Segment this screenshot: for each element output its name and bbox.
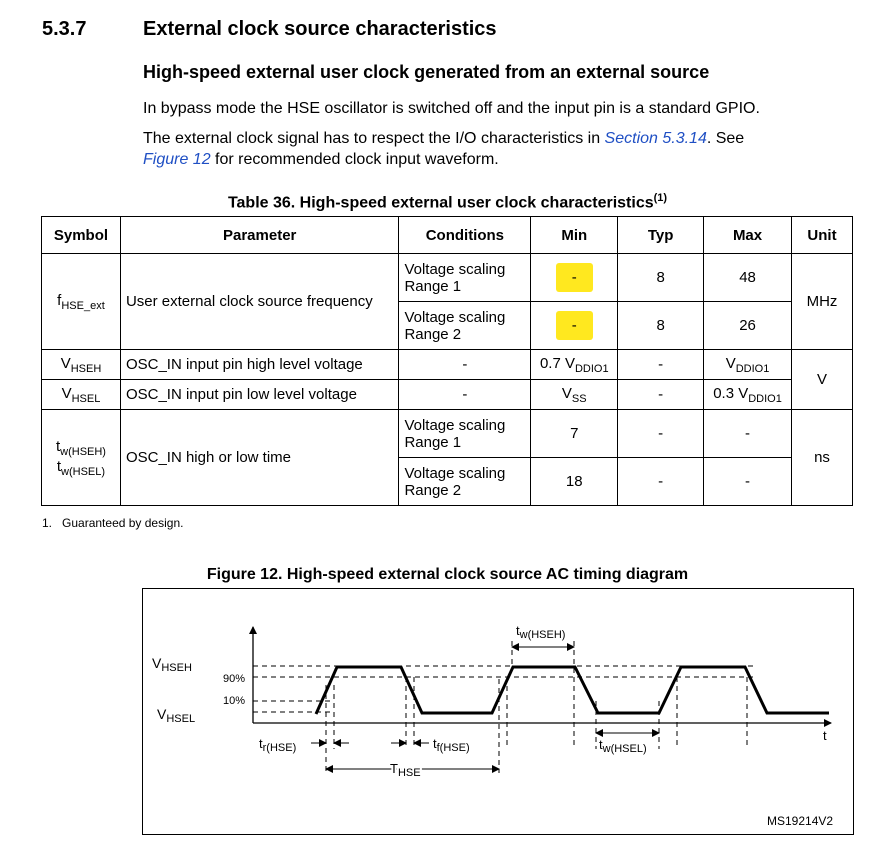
label-thse: $T_{HSE}$: [390, 761, 421, 779]
footnote-number: 1.: [42, 516, 53, 530]
table-row: [42, 380, 853, 410]
vertical-markers: [326, 641, 747, 773]
cell-symbol-fhse: $f_{HSE\_ext}$: [42, 254, 121, 350]
paragraph-io: [143, 128, 843, 170]
clock-waveform: [316, 667, 829, 714]
highlight-mark: -: [556, 311, 593, 340]
para-text: . See: [706, 130, 745, 147]
cell-typ: 8: [618, 302, 704, 350]
header-typ: Typ: [618, 217, 704, 254]
cell-typ: -: [618, 380, 704, 410]
cell-unit-mhz: MHz: [791, 254, 852, 350]
cell-typ: -: [618, 350, 704, 380]
label-vhseh: $V_{HSEH}$: [152, 655, 192, 674]
cell-max: 26: [704, 302, 792, 350]
cell-max: -: [704, 410, 792, 458]
label-time-axis: t: [823, 728, 827, 743]
cell-min: 0.7 $V_{DDIO1}$: [531, 350, 618, 380]
label-twh: $t_{w(HSEH)}$: [516, 623, 566, 641]
header-parameter: Parameter: [120, 217, 398, 254]
footnote-text: Guaranteed by design.: [62, 516, 184, 530]
label-tr: $t_{r(HSE)}$: [259, 736, 297, 754]
table-row: [42, 410, 853, 458]
cell-typ: 8: [618, 254, 704, 302]
cell-cond: Voltage scaling Range 2: [399, 302, 531, 350]
label-vhsel: $V_{HSEL}$: [157, 706, 196, 725]
table-caption-text: Table 36. High-speed external user clock characteristics: [227, 194, 654, 212]
cell-min: [531, 302, 618, 350]
cell-max: -: [704, 458, 792, 506]
section-link[interactable]: Section 5.3.14: [604, 130, 707, 147]
para-text: for recommended clock input waveform.: [210, 151, 499, 168]
header-max: Max: [704, 217, 792, 254]
cell-cond: -: [399, 380, 531, 410]
table-row: [42, 350, 853, 380]
footnote: [42, 516, 183, 530]
cell-param-vhsel: OSC_IN input pin low level voltage: [120, 380, 398, 410]
cell-max: 0.3 $V_{DDIO1}$: [704, 380, 792, 410]
label-tf: $t_{f(HSE)}$: [433, 736, 470, 754]
table-caption-footnote-ref: (1): [653, 192, 668, 204]
cell-symbol-tw: $t_{w(HSEH)}$ $t_{w(HSEL)}$: [42, 410, 121, 506]
cell-max: 48: [704, 254, 792, 302]
cell-cond: -: [399, 350, 531, 380]
cell-typ: -: [618, 458, 704, 506]
cell-unit-ns: ns: [791, 410, 852, 506]
header-conditions: Conditions: [399, 217, 531, 254]
timing-diagram-svg: [143, 589, 853, 834]
label-twl: $t_{w(HSEL)}$: [599, 737, 647, 755]
section-title: External clock source characteristics: [143, 18, 497, 40]
cell-cond: Voltage scaling Range 1: [399, 410, 531, 458]
highlight-mark: -: [556, 263, 593, 292]
header-unit: Unit: [791, 217, 852, 254]
cell-cond: Voltage scaling Range 2: [399, 458, 531, 506]
label-90: 90%: [223, 673, 246, 685]
table-row: [42, 254, 853, 302]
figure-link[interactable]: Figure 12: [143, 151, 211, 168]
cell-min: 7: [531, 410, 618, 458]
cell-min: 18: [531, 458, 618, 506]
cell-param-tw: OSC_IN high or low time: [120, 410, 398, 506]
cell-max: $V_{DDIO1}$: [704, 350, 792, 380]
timing-diagram: [142, 588, 854, 835]
cell-min: [531, 254, 618, 302]
header-min: Min: [531, 217, 618, 254]
cell-cond: Voltage scaling Range 1: [399, 254, 531, 302]
table-header-row: [42, 217, 853, 254]
cell-typ: -: [618, 410, 704, 458]
para-text: The external clock signal has to respect the I/O characteristics in: [143, 130, 605, 147]
cell-symbol-vhseh: $V_{HSEH}$: [42, 350, 121, 380]
cell-unit-v: V: [791, 350, 852, 410]
cell-param-vhseh: OSC_IN input pin high level voltage: [120, 350, 398, 380]
cell-param-fhse: User external clock source frequency: [120, 254, 398, 350]
paragraph-bypass: In bypass mode the HSE oscillator is switched off and the input pin is a standard GPIO.: [143, 100, 760, 117]
cell-symbol-vhsel: $V_{HSEL}$: [42, 380, 121, 410]
figure-reference: MS19214V2: [767, 814, 834, 828]
header-symbol: Symbol: [42, 217, 121, 254]
figure-caption: Figure 12. High-speed external clock source AC timing diagram: [206, 566, 689, 583]
section-number: 5.3.7: [42, 18, 87, 40]
label-10: 10%: [223, 695, 246, 707]
subsection-title: High-speed external user clock generated from an external source: [143, 62, 710, 82]
clock-characteristics-table: [41, 216, 853, 506]
cell-min: $V_{SS}$: [531, 380, 618, 410]
table-caption: [0, 192, 895, 212]
